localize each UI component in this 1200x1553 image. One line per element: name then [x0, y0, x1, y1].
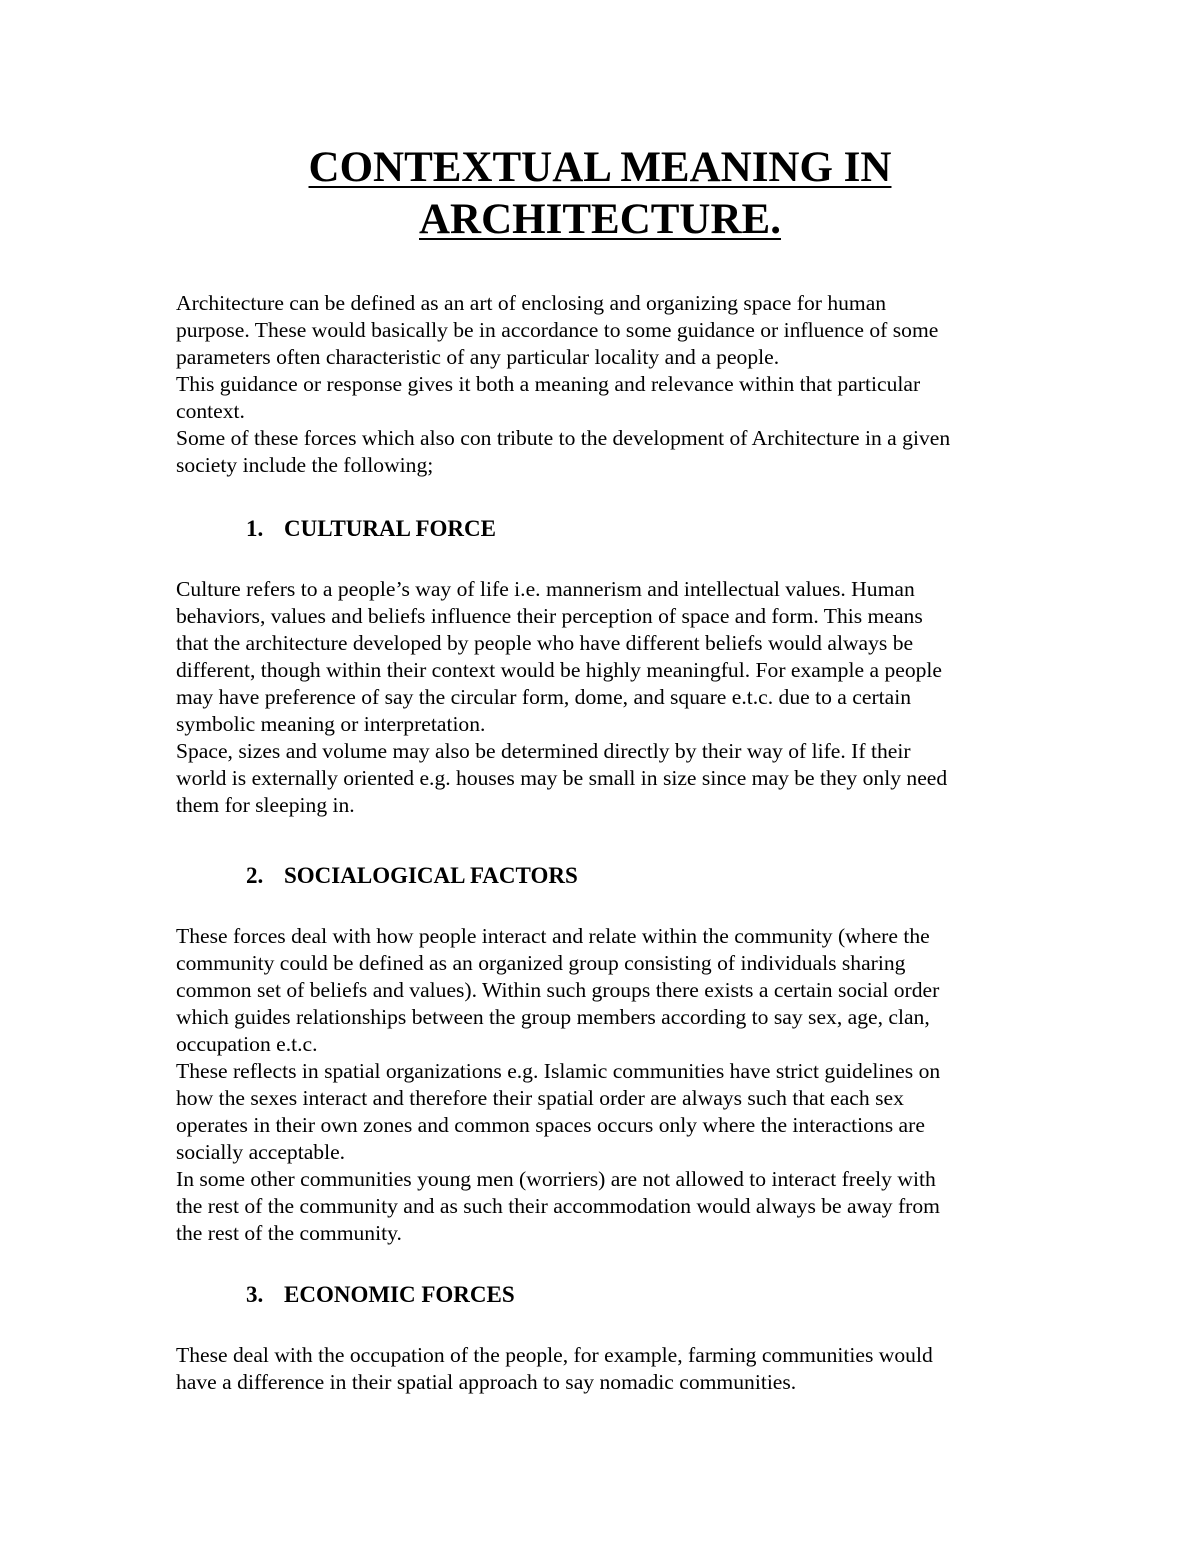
- text-line: Architecture can be defined as an art of enclosing and organizing space for human: [176, 291, 887, 315]
- text-line: occupation e.t.c.: [176, 1032, 318, 1056]
- section-title: ECONOMIC FORCES: [284, 1282, 515, 1307]
- text-line: which guides relationships between the group members according to say sex, age, clan,: [176, 1005, 930, 1029]
- section-number: 3.: [246, 1282, 264, 1307]
- text-line: These deal with the occupation of the people, for example, farming communities would: [176, 1343, 933, 1367]
- text-line: Culture refers to a people’s way of life i.e. mannerism and intellectual values. Human: [176, 577, 915, 601]
- sociological-paragraph: [176, 923, 1036, 1247]
- text-line: may have preference of say the circular form, dome, and square e.t.c. due to a certain: [176, 685, 912, 709]
- title-line: ARCHITECTURE.: [419, 196, 781, 243]
- text-line: behaviors, values and beliefs influence their perception of space and form. This means: [176, 604, 923, 628]
- page-title: [176, 142, 1024, 246]
- text-line: socially acceptable.: [176, 1140, 346, 1164]
- economic-paragraph: [176, 1342, 1036, 1396]
- text-line: them for sleeping in.: [176, 793, 355, 817]
- section-title: SOCIALOGICAL FACTORS: [284, 863, 578, 888]
- text-line: different, though within their context would be highly meaningful. For example a people: [176, 658, 942, 682]
- text-line: symbolic meaning or interpretation.: [176, 712, 486, 736]
- section-title: CULTURAL FORCE: [284, 516, 496, 541]
- text-line: Some of these forces which also con tribute to the development of Architecture in a given: [176, 426, 951, 450]
- text-line: parameters often characteristic of any particular locality and a people.: [176, 345, 780, 369]
- text-line: society include the following;: [176, 453, 434, 477]
- text-line: community could be defined as an organized group consisting of individuals sharing: [176, 951, 906, 975]
- text-line: common set of beliefs and values). Within such groups there exists a certain social order: [176, 978, 940, 1002]
- intro-paragraph: [176, 290, 1036, 479]
- text-line: the rest of the community.: [176, 1221, 402, 1245]
- text-line: the rest of the community and as such their accommodation would always be away from: [176, 1194, 940, 1218]
- text-line: world is externally oriented e.g. houses may be small in size since may be they only need: [176, 766, 948, 790]
- text-line: operates in their own zones and common spaces occurs only where the interactions are: [176, 1113, 925, 1137]
- text-line: have a difference in their spatial approach to say nomadic communities.: [176, 1370, 797, 1394]
- section-number: 2.: [246, 863, 264, 888]
- text-line: purpose. These would basically be in accordance to some guidance or influence of some: [176, 318, 939, 342]
- text-line: that the architecture developed by people who have different beliefs would always be: [176, 631, 914, 655]
- text-line: These reflects in spatial organizations e.g. Islamic communities have strict guidelines on: [176, 1059, 941, 1083]
- cultural-paragraph: [176, 576, 1036, 819]
- section-heading-economic: [246, 1281, 515, 1309]
- text-line: how the sexes interact and therefore their spatial order are always such that each sex: [176, 1086, 904, 1110]
- section-number: 1.: [246, 516, 264, 541]
- text-line: In some other communities young men (worriers) are not allowed to interact freely with: [176, 1167, 936, 1191]
- section-heading-cultural: [246, 515, 496, 543]
- text-line: Space, sizes and volume may also be determined directly by their way of life. If their: [176, 739, 911, 763]
- text-line: These forces deal with how people interact and relate within the community (where the: [176, 924, 930, 948]
- text-line: This guidance or response gives it both a meaning and relevance within that particular: [176, 372, 921, 396]
- title-line: CONTEXTUAL MEANING IN: [308, 144, 892, 191]
- section-heading-sociological: [246, 862, 578, 890]
- text-line: context.: [176, 399, 245, 423]
